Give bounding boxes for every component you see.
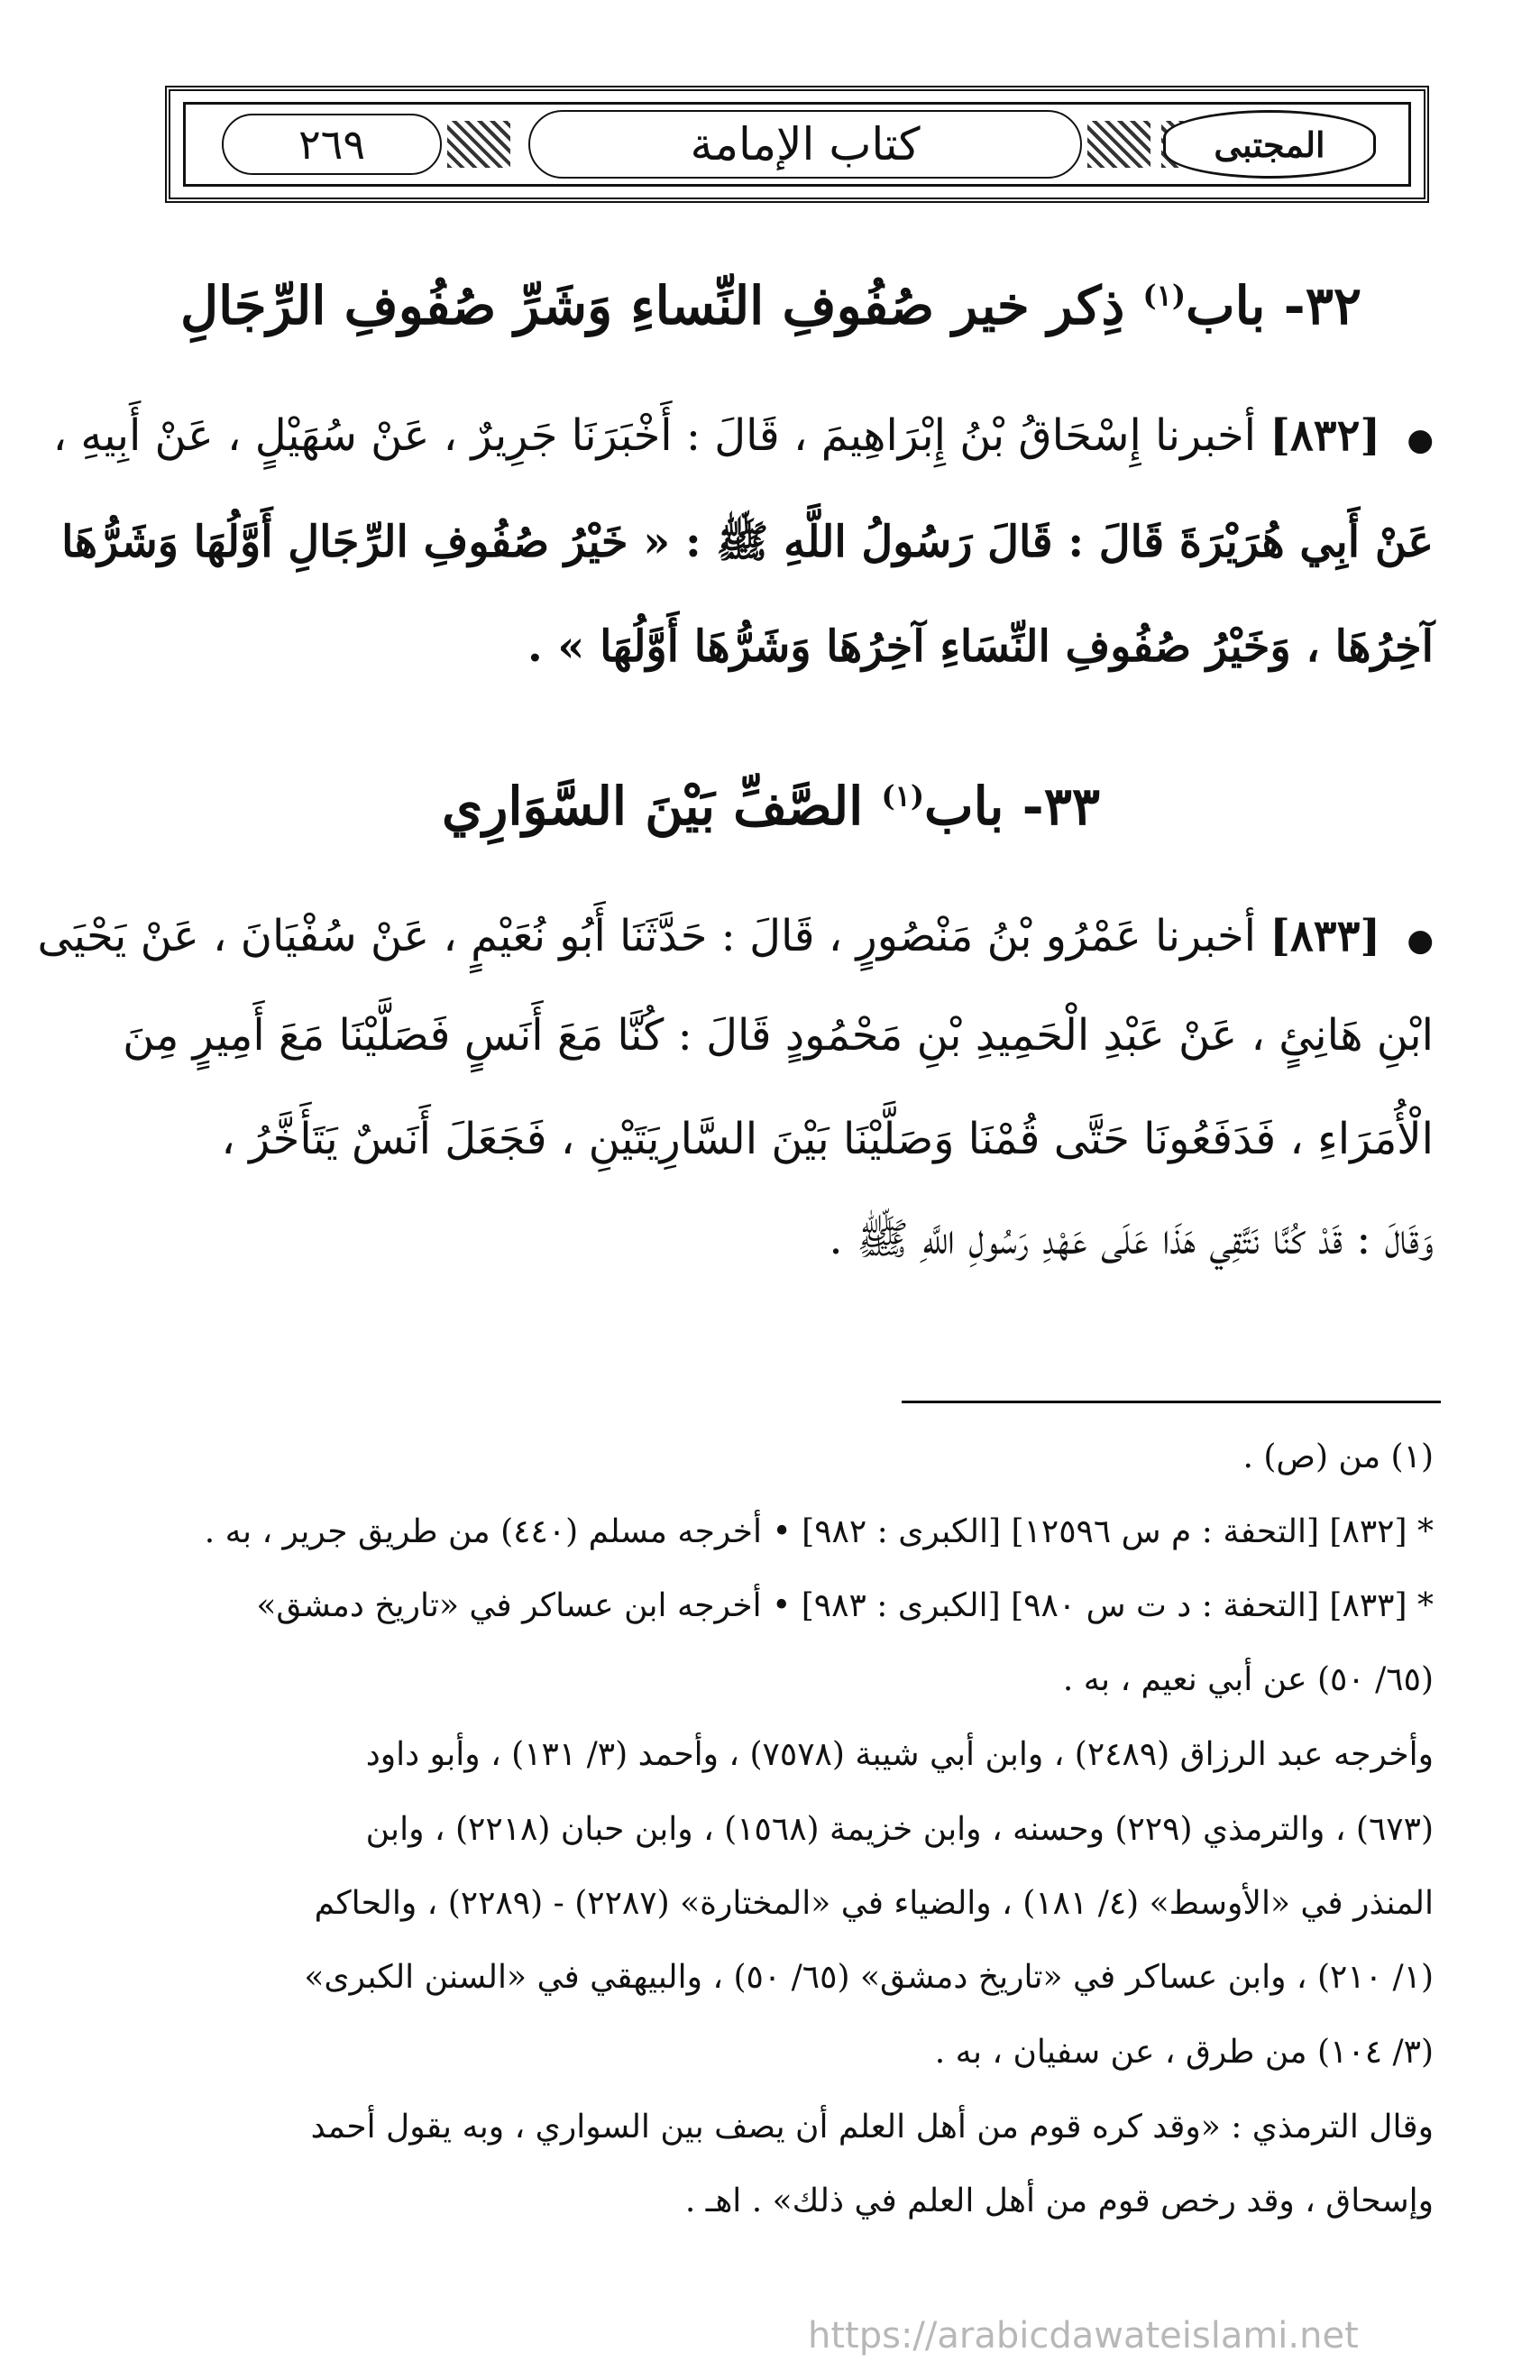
book-logo-text: المجتبى: [1214, 124, 1325, 165]
chapter-title: الصَّفِّ بَيْنَ السَّوَارِي: [441, 776, 864, 837]
page-number: ٢٦٩: [298, 120, 366, 169]
hadith-832-line-2: عَنْ أَبِي هُرَيْرَةَ قَالَ : قَالَ رَسُولُ اللَّهِ ﷺ : « خَيْرُ صُفُوفِ الرِّجَالِ أَوَّلُهَا وَشَرُّهَا: [61, 517, 1434, 567]
hadith-832-line-3: آخِرُهَا ، وَخَيْرُ صُفُوفِ النِّسَاءِ آخِرُهَا وَشَرُّهَا أَوَّلُهَا » .: [527, 621, 1434, 672]
footnote-line: (١/ ٢١٠) ، وابن عساكر في «تاريخ دمشق» (٦٥/ ٥٠) ، والبيهقي في «السنن الكبرى»: [304, 1959, 1434, 1996]
footnote-line: * [٨٣٢] [التحفة : م س ١٢٥٩٦] [الكبرى : ٩٨٢] • أخرجه مسلم (٤٤٠) من طريق جرير ، به .: [204, 1513, 1434, 1550]
footnote-line: (٦٥/ ٥٠) عن أبي نعيم ، به .: [1062, 1661, 1434, 1698]
chapter-heading-33: [162, 776, 1380, 837]
header-ornament-icon: [447, 121, 510, 168]
header-ornament-icon: [1087, 121, 1150, 168]
footnote-line: (٦٧٣) ، والترمذي (٢٢٩) وحسنه ، وابن خزيمة (١٥٦٨) ، وابن حبان (٢٢١٨) ، وابن: [365, 1811, 1434, 1848]
footnote-line: وأخرجه عبد الرزاق (٢٤٨٩) ، وابن أبي شيبة (٧٥٧٨) ، وأحمد (٣/ ١٣١) ، وأبو داود: [365, 1736, 1434, 1773]
hadith-number: [٨٣٢]: [1270, 410, 1381, 461]
chapter-title: ذِكر خير صُفُوفِ النِّساءِ وَشَرِّ صُفُوفِ الرِّجَالِ: [179, 275, 1125, 336]
footnote-line: * [٨٣٣] [التحفة : د ت س ٩٨٠] [الكبرى : ٩٨٣] • أخرجه ابن عساكر في «تاريخ دمشق»: [256, 1587, 1434, 1624]
footnote-mark: (١): [881, 778, 924, 813]
chapter-label: باب: [1186, 275, 1266, 336]
footnote-mark: (١): [1142, 278, 1186, 313]
header-title-box: [528, 110, 1082, 179]
hadith-text: أخبرنا عَمْرُو بْنُ مَنْصُورٍ ، قَالَ : حَدَّثَنَا أَبُو نُعَيْمٍ ، عَنْ سُفْيَانَ ، عَنْ يَحْيَى: [37, 911, 1257, 961]
chapter-label: باب: [923, 776, 1004, 837]
bullet-icon: ●: [1407, 923, 1434, 959]
bullet-icon: ●: [1407, 422, 1434, 458]
header-border: [183, 102, 1411, 187]
hadith-833-line-2: ابْنِ هَانِئٍ ، عَنْ عَبْدِ الْحَمِيدِ بْنِ مَحْمُودٍ قَالَ : كُنَّا مَعَ أَنَسٍ فَصَلَّيْنَا مَعَ أَمِيرٍ مِنَ: [123, 1010, 1434, 1061]
hadith-833-line-4: وَقَالَ : قَدْ كُنَّا نَتَّقِي هَذَا عَلَى عَهْدِ رَسُولِ اللَّهِ ﷺ .: [829, 1214, 1434, 1264]
footnote-line: (٣/ ١٠٤) من طرق ، عن سفيان ، به .: [934, 2034, 1434, 2071]
footnote-line: وقال الترمذي : «وقد كره قوم من أهل العلم أن يصف بين السواري ، وبه يقول أحمد: [310, 2109, 1434, 2146]
footnote-line: وإسحاق ، وقد رخص قوم من أهل العلم في ذلك» . اهـ .: [684, 2182, 1434, 2219]
footnote-divider: [902, 1401, 1441, 1403]
book-logo: [1163, 110, 1376, 179]
hadith-833-line-3: الْأُمَرَاءِ ، فَدَفَعُونَا حَتَّى قُمْنَا وَصَلَّيْنَا بَيْنَ السَّارِيَتَيْنِ ، فَجَعَلَ أَنَسٌ يَتَأَخَّرُ ،: [221, 1114, 1434, 1164]
footnote-line: (١) من (ص) .: [1242, 1438, 1434, 1475]
hadith-text: أخبرنا إِسْحَاقُ بْنُ إِبْرَاهِيمَ ، قَالَ : أَخْبَرَنَا جَرِيرٌ ، عَنْ سُهَيْلٍ ، عَنْ أَبِيهِ ،: [52, 410, 1257, 461]
chapter-number: ٣٢-: [1283, 275, 1362, 336]
chapter-number: ٣٣-: [1022, 776, 1100, 837]
page-number-box: [222, 114, 442, 175]
hadith-number: [٨٣٣]: [1270, 911, 1381, 961]
chapter-heading-32: [162, 275, 1380, 336]
watermark-url: https://arabicdawateislami.net: [808, 2315, 1359, 2357]
book-title: كتاب الإمامة: [690, 118, 921, 170]
hadith-833-line-1: [37, 911, 1434, 961]
footnote-line: المنذر في «الأوسط» (٤/ ١٨١) ، والضياء في «المختارة» (٢٢٨٧) - (٢٢٨٩) ، والحاكم: [314, 1885, 1434, 1922]
hadith-832-line-1: [52, 410, 1434, 461]
page-header: [165, 86, 1429, 203]
